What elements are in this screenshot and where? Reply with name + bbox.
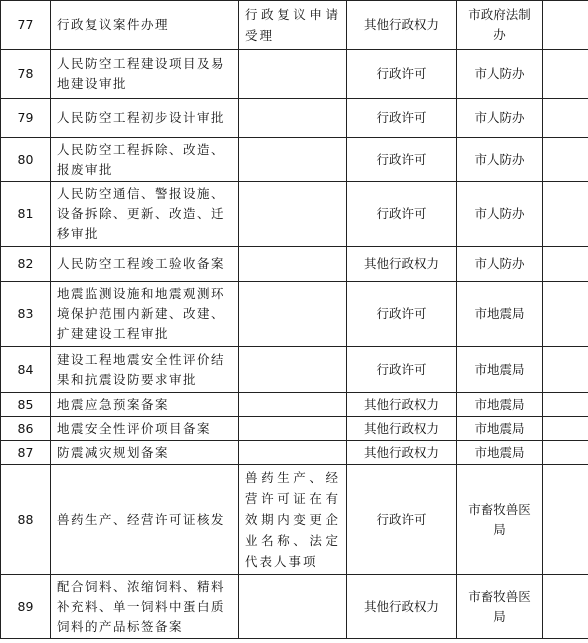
table-row xyxy=(1,347,588,393)
row-number: 85 xyxy=(1,393,51,417)
item-note: 兽药生产、经营许可证在有效期内变更企业名称、法定代表人事项 xyxy=(239,465,347,575)
department: 市人防办 xyxy=(457,99,543,138)
row-number: 80 xyxy=(1,138,51,182)
empty-cell xyxy=(543,247,588,282)
power-type: 行政许可 xyxy=(347,50,457,99)
row-number: 84 xyxy=(1,347,51,393)
power-type: 行政许可 xyxy=(347,465,457,575)
row-number: 78 xyxy=(1,50,51,99)
item-name: 建设工程地震安全性评价结果和抗震设防要求审批 xyxy=(51,347,239,393)
power-type: 行政许可 xyxy=(347,99,457,138)
item-note xyxy=(239,247,347,282)
item-note xyxy=(239,99,347,138)
item-name: 人民防空工程竣工验收备案 xyxy=(51,247,239,282)
item-name: 人民防空工程建设项目及易地建设审批 xyxy=(51,50,239,99)
power-type: 其他行政权力 xyxy=(347,441,457,465)
empty-cell xyxy=(543,50,588,99)
power-type: 其他行政权力 xyxy=(347,393,457,417)
item-name: 人民防空工程拆除、改造、报废审批 xyxy=(51,138,239,182)
department: 市地震局 xyxy=(457,417,543,441)
table-row xyxy=(1,393,588,417)
item-name: 兽药生产、经营许可证核发 xyxy=(51,465,239,575)
table-row xyxy=(1,247,588,282)
power-type: 行政许可 xyxy=(347,182,457,247)
row-number: 79 xyxy=(1,99,51,138)
table-row xyxy=(1,182,588,247)
empty-cell xyxy=(543,417,588,441)
item-note xyxy=(239,393,347,417)
empty-cell xyxy=(543,575,588,639)
table-row xyxy=(1,465,588,575)
empty-cell xyxy=(543,182,588,247)
item-name: 人民防空通信、警报设施、设备拆除、更新、改造、迁移审批 xyxy=(51,182,239,247)
item-note xyxy=(239,138,347,182)
item-name: 地震安全性评价项目备案 xyxy=(51,417,239,441)
row-number: 89 xyxy=(1,575,51,639)
row-number: 88 xyxy=(1,465,51,575)
department: 市畜牧兽医局 xyxy=(457,575,543,639)
department: 市人防办 xyxy=(457,247,543,282)
item-note xyxy=(239,441,347,465)
empty-cell xyxy=(543,282,588,347)
table-row xyxy=(1,1,588,50)
power-type: 行政许可 xyxy=(347,138,457,182)
empty-cell xyxy=(543,1,588,50)
table-row xyxy=(1,138,588,182)
item-name: 地震应急预案备案 xyxy=(51,393,239,417)
table-row xyxy=(1,50,588,99)
power-type: 行政许可 xyxy=(347,347,457,393)
row-number: 87 xyxy=(1,441,51,465)
item-name: 配合饲料、浓缩饲料、精料补充料、单一饲料中蛋白质饲料的产品标签备案 xyxy=(51,575,239,639)
empty-cell xyxy=(543,347,588,393)
table-row xyxy=(1,99,588,138)
department: 市人防办 xyxy=(457,182,543,247)
table-row xyxy=(1,417,588,441)
power-type: 其他行政权力 xyxy=(347,575,457,639)
row-number: 83 xyxy=(1,282,51,347)
power-type: 行政许可 xyxy=(347,282,457,347)
department: 市地震局 xyxy=(457,347,543,393)
empty-cell xyxy=(543,138,588,182)
empty-cell xyxy=(543,99,588,138)
table-row xyxy=(1,282,588,347)
item-note xyxy=(239,50,347,99)
empty-cell xyxy=(543,441,588,465)
department: 市人防办 xyxy=(457,138,543,182)
row-number: 86 xyxy=(1,417,51,441)
empty-cell xyxy=(543,393,588,417)
department: 市人防办 xyxy=(457,50,543,99)
department: 市畜牧兽医局 xyxy=(457,465,543,575)
item-note: 行政复议申请受理 xyxy=(239,1,347,50)
empty-cell xyxy=(543,465,588,575)
power-type: 其他行政权力 xyxy=(347,1,457,50)
power-type: 其他行政权力 xyxy=(347,247,457,282)
row-number: 81 xyxy=(1,182,51,247)
item-name: 防震减灾规划备案 xyxy=(51,441,239,465)
item-note xyxy=(239,575,347,639)
item-name: 行政复议案件办理 xyxy=(51,1,239,50)
row-number: 82 xyxy=(1,247,51,282)
item-note xyxy=(239,417,347,441)
item-note xyxy=(239,282,347,347)
row-number: 77 xyxy=(1,1,51,50)
item-name: 人民防空工程初步设计审批 xyxy=(51,99,239,138)
table-row xyxy=(1,441,588,465)
department: 市政府法制办 xyxy=(457,1,543,50)
table-row xyxy=(1,575,588,639)
item-note xyxy=(239,182,347,247)
department: 市地震局 xyxy=(457,393,543,417)
department: 市地震局 xyxy=(457,282,543,347)
department: 市地震局 xyxy=(457,441,543,465)
item-note xyxy=(239,347,347,393)
power-type: 其他行政权力 xyxy=(347,417,457,441)
item-name: 地震监测设施和地震观测环境保护范围内新建、改建、扩建建设工程审批 xyxy=(51,282,239,347)
